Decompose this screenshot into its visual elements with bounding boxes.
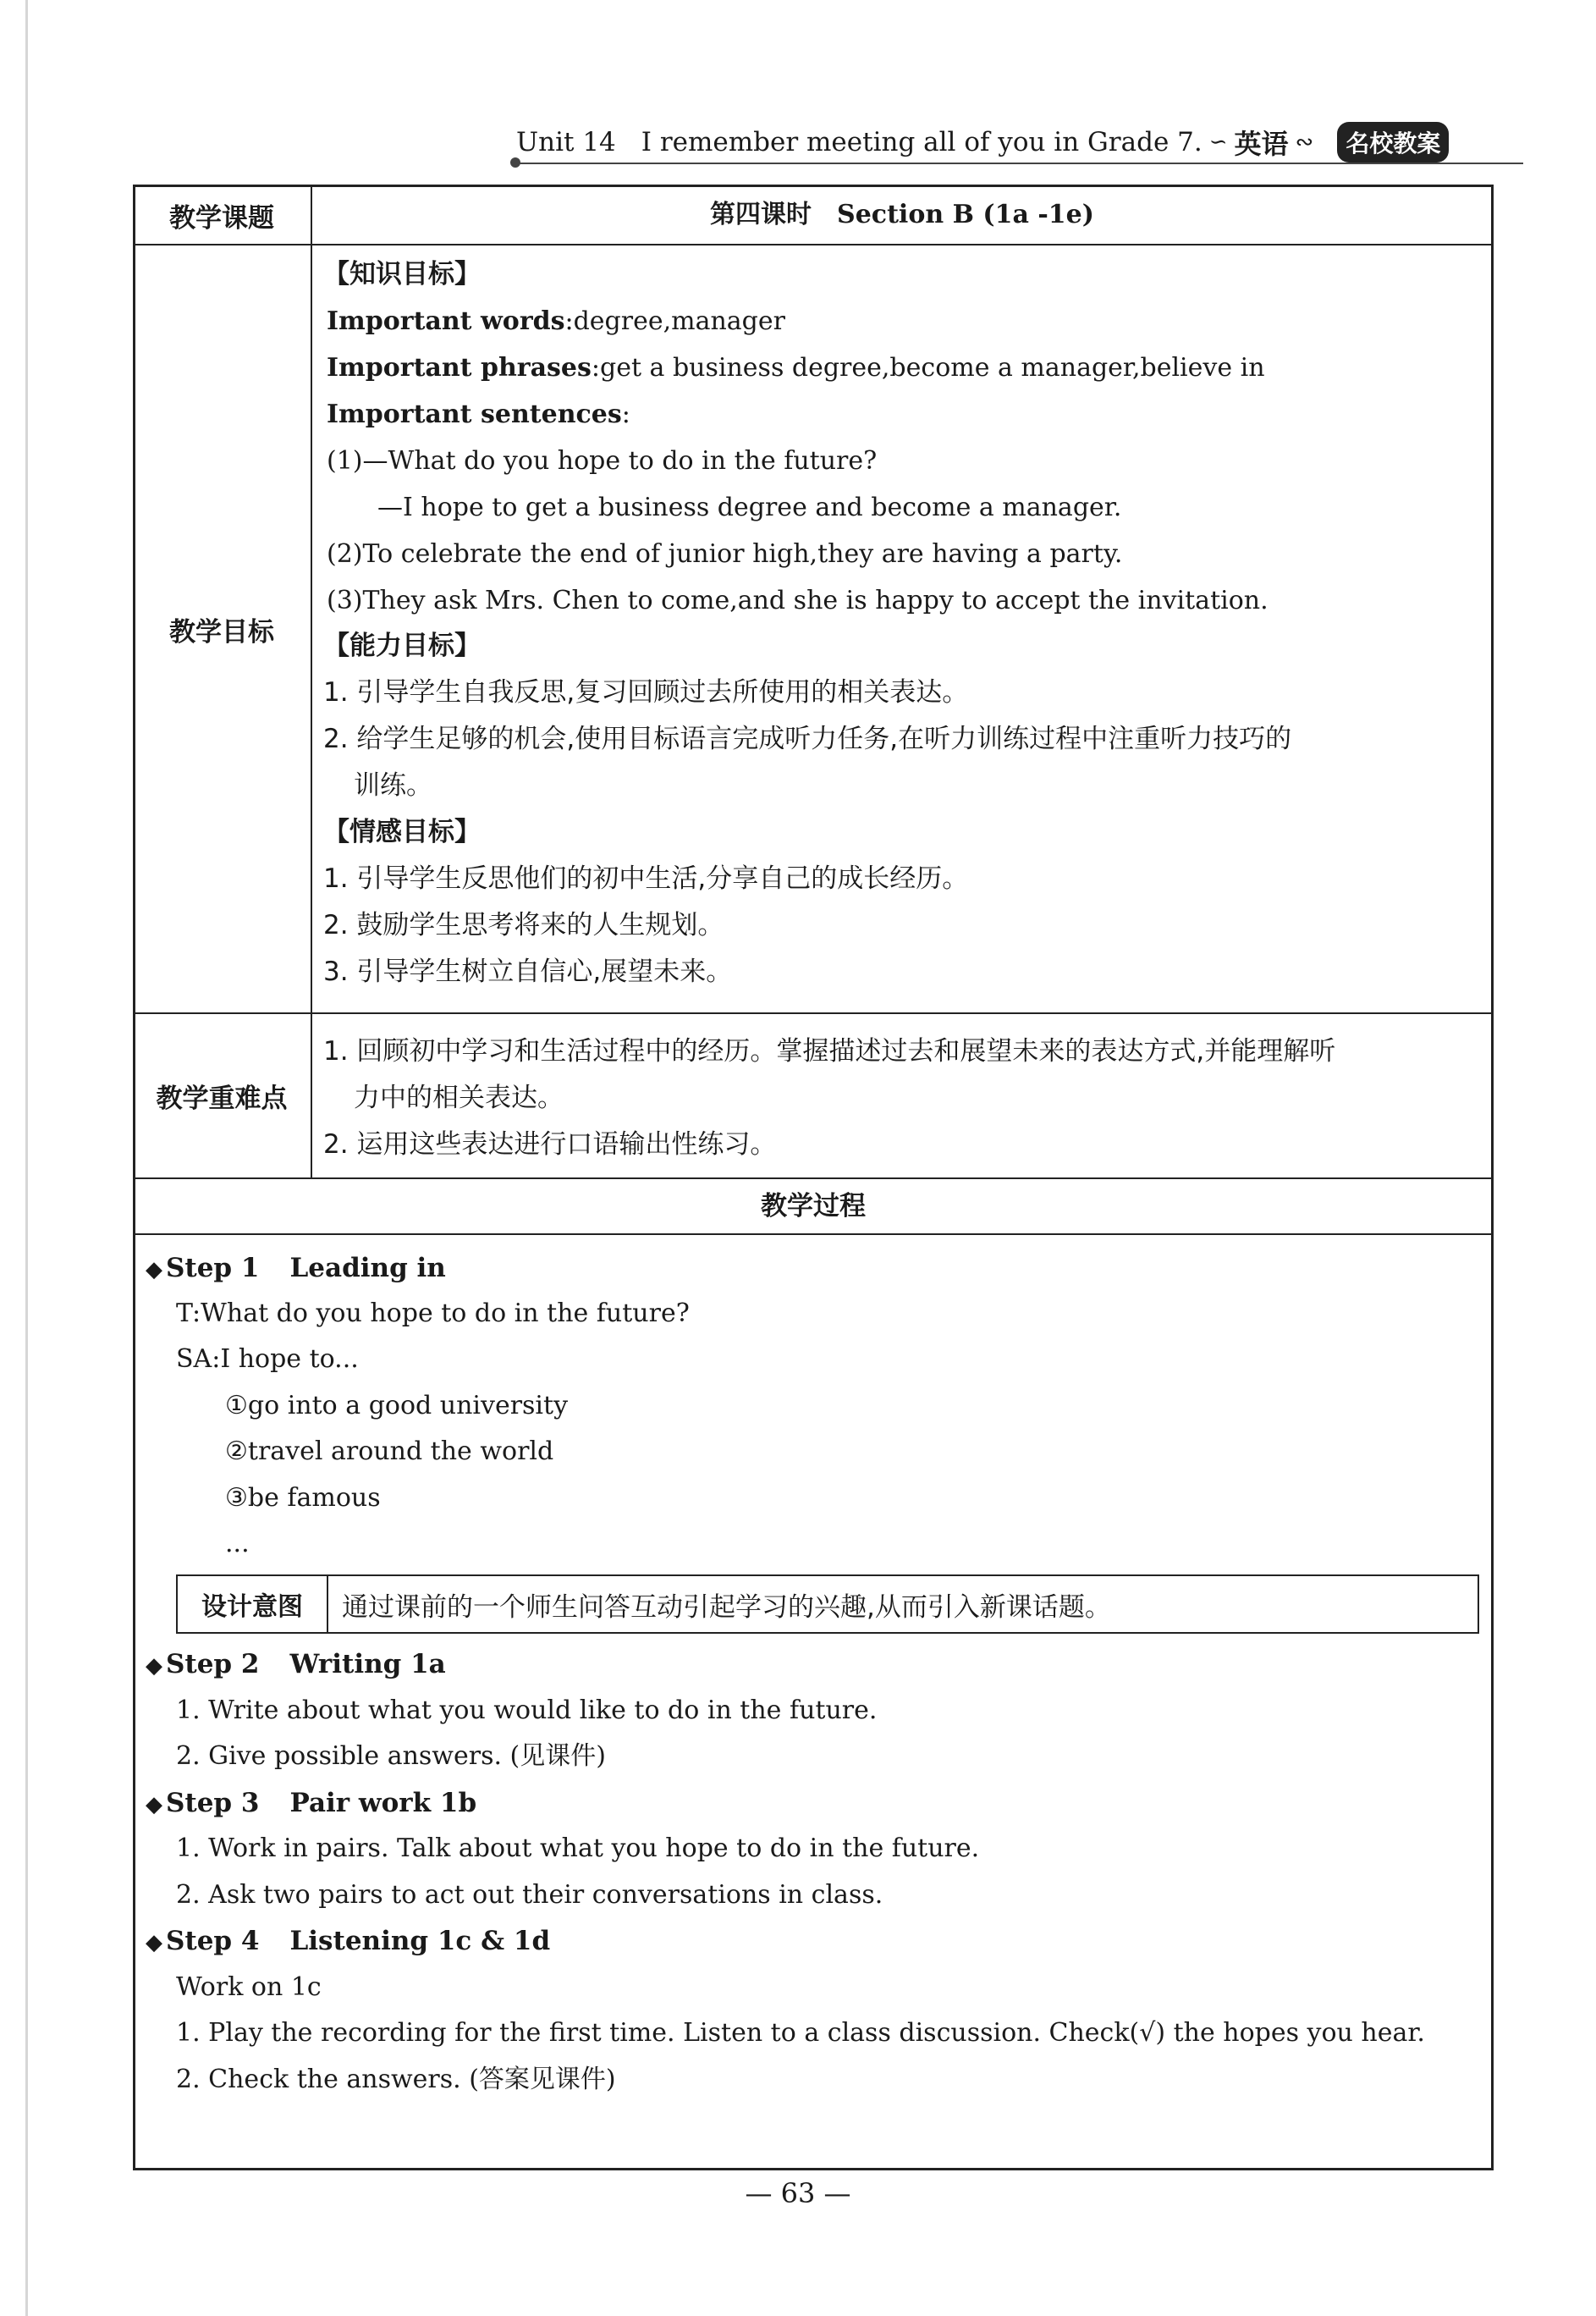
running-header xyxy=(516,123,1523,162)
design-intent-text: 通过课前的一个师生问答互动引起学习的兴趣,从而引入新课话题。 xyxy=(342,1591,1111,1623)
step4-line: 1. Play the recording for the first time. Listen to a class discussion. Check(√) the hopes you hear. xyxy=(176,2018,1425,2048)
step2-line: 2. Give possible answers. (见课件) xyxy=(176,1741,606,1771)
step3-num: Step 3 xyxy=(166,1788,260,1818)
sentence-item: (2)To celebrate the end of junior high,they are having a party. xyxy=(327,539,1123,569)
emotion-item: 3. 引导学生树立自信心,展望未来。 xyxy=(323,957,733,987)
design-intent-box xyxy=(176,1574,1479,1634)
header-rule xyxy=(516,163,1523,164)
key-point-line: 2. 运用这些表达进行口语输出性练习。 xyxy=(323,1129,777,1160)
header-unit: Unit 14 xyxy=(516,127,616,157)
column-divider xyxy=(311,185,312,1177)
diamond-icon: ◆ xyxy=(146,1257,162,1282)
words-label: Important words xyxy=(327,306,565,336)
diamond-icon: ◆ xyxy=(146,1792,162,1817)
topic-label: 教学课题 xyxy=(169,202,274,234)
sentence-item: —I hope to get a business degree and become a manager. xyxy=(377,493,1122,522)
sentences-label: Important sentences xyxy=(327,400,622,429)
phrases-label: Important phrases xyxy=(327,353,592,383)
row-divider xyxy=(133,244,1494,245)
step3-title: Pair work 1b xyxy=(289,1788,477,1818)
step2-line: 1. Write about what you would like to do in the future. xyxy=(176,1696,878,1725)
row-divider xyxy=(133,1177,1494,1179)
ability-item: 训练。 xyxy=(354,770,432,801)
step4-num: Step 4 xyxy=(166,1926,260,1956)
step3-line: 2. Ask two pairs to act out their conversations in class. xyxy=(176,1880,883,1910)
header-brand-badge: 名校教案 xyxy=(1337,122,1449,163)
header-title: I remember meeting all of you in Grade 7. xyxy=(641,127,1203,157)
step2-num: Step 2 xyxy=(166,1649,260,1679)
sentence-item: (1)—What do you hope to do in the future? xyxy=(327,446,878,476)
sentences-line xyxy=(327,398,630,432)
step4-line: Work on 1c xyxy=(176,1972,322,2002)
step1-heading xyxy=(146,1251,446,1287)
ability-item: 2. 给学生足够的机会,使用目标语言完成听力任务,在听力训练过程中注重听力技巧的 xyxy=(323,724,1292,754)
row-divider xyxy=(133,1233,1494,1235)
goals-label: 教学目标 xyxy=(169,616,274,648)
row-divider xyxy=(133,1012,1494,1014)
phrases-value: :get a business degree,become a manager,believe in xyxy=(591,353,1265,383)
words-value: :degree,manager xyxy=(564,306,785,336)
step1-line: ①go into a good university xyxy=(225,1391,569,1420)
step2-title: Writing 1a xyxy=(289,1649,446,1679)
step3-line: 1. Work in pairs. Talk about what you hope to do in the future. xyxy=(176,1834,980,1863)
emotion-item: 2. 鼓励学生思考将来的人生规划。 xyxy=(323,910,724,940)
step4-line: 2. Check the answers. (答案见课件) xyxy=(176,2065,616,2094)
ability-item: 1. 引导学生自我反思,复习回顾过去所使用的相关表达。 xyxy=(323,677,969,708)
phrases-line xyxy=(327,351,1265,385)
step1-title: Leading in xyxy=(289,1253,446,1283)
step2-heading xyxy=(146,1647,446,1683)
emotion-heading: 【情感目标】 xyxy=(323,817,481,847)
words-line xyxy=(327,305,785,339)
step1-line: SA:I hope to... xyxy=(176,1344,359,1374)
sentence-item: (3)They ask Mrs. Chen to come,and she is happy to accept the invitation. xyxy=(327,586,1269,615)
step1-num: Step 1 xyxy=(166,1253,260,1283)
page-number: — 63 — xyxy=(745,2177,851,2209)
diamond-icon: ◆ xyxy=(146,1930,162,1955)
step3-heading xyxy=(146,1786,476,1822)
header-subject: 英语 xyxy=(1234,128,1289,160)
knowledge-heading: 【知识目标】 xyxy=(323,259,481,290)
step1-line: ③be famous xyxy=(225,1483,381,1513)
topic-value: 第四课时 Section B (1a -1e) xyxy=(710,200,1094,229)
step1-line: ... xyxy=(225,1529,250,1558)
step4-title: Listening 1c & 1d xyxy=(289,1926,551,1956)
step4-heading xyxy=(146,1924,550,1960)
key-point-line: 力中的相关表达。 xyxy=(354,1083,564,1113)
left-swirl-icon: ∽ xyxy=(1208,130,1228,155)
right-swirl-icon: ∾ xyxy=(1295,130,1314,155)
key-point-line: 1. 回顾初中学习和生活过程中的经历。掌握描述过去和展望未来的表达方式,并能理解听 xyxy=(323,1036,1336,1067)
ability-heading: 【能力目标】 xyxy=(323,631,481,661)
diamond-icon: ◆ xyxy=(146,1653,162,1679)
process-heading: 教学过程 xyxy=(761,1191,866,1221)
key-points-label: 教学重难点 xyxy=(156,1084,288,1114)
sentences-colon: : xyxy=(621,400,630,429)
design-intent-label: 设计意图 xyxy=(178,1576,328,1632)
scan-edge xyxy=(25,0,28,2316)
emotion-item: 1. 引导学生反思他们的初中生活,分享自己的成长经历。 xyxy=(323,863,969,894)
step1-line: T:What do you hope to do in the future? xyxy=(176,1299,690,1328)
step1-line: ②travel around the world xyxy=(225,1436,554,1466)
